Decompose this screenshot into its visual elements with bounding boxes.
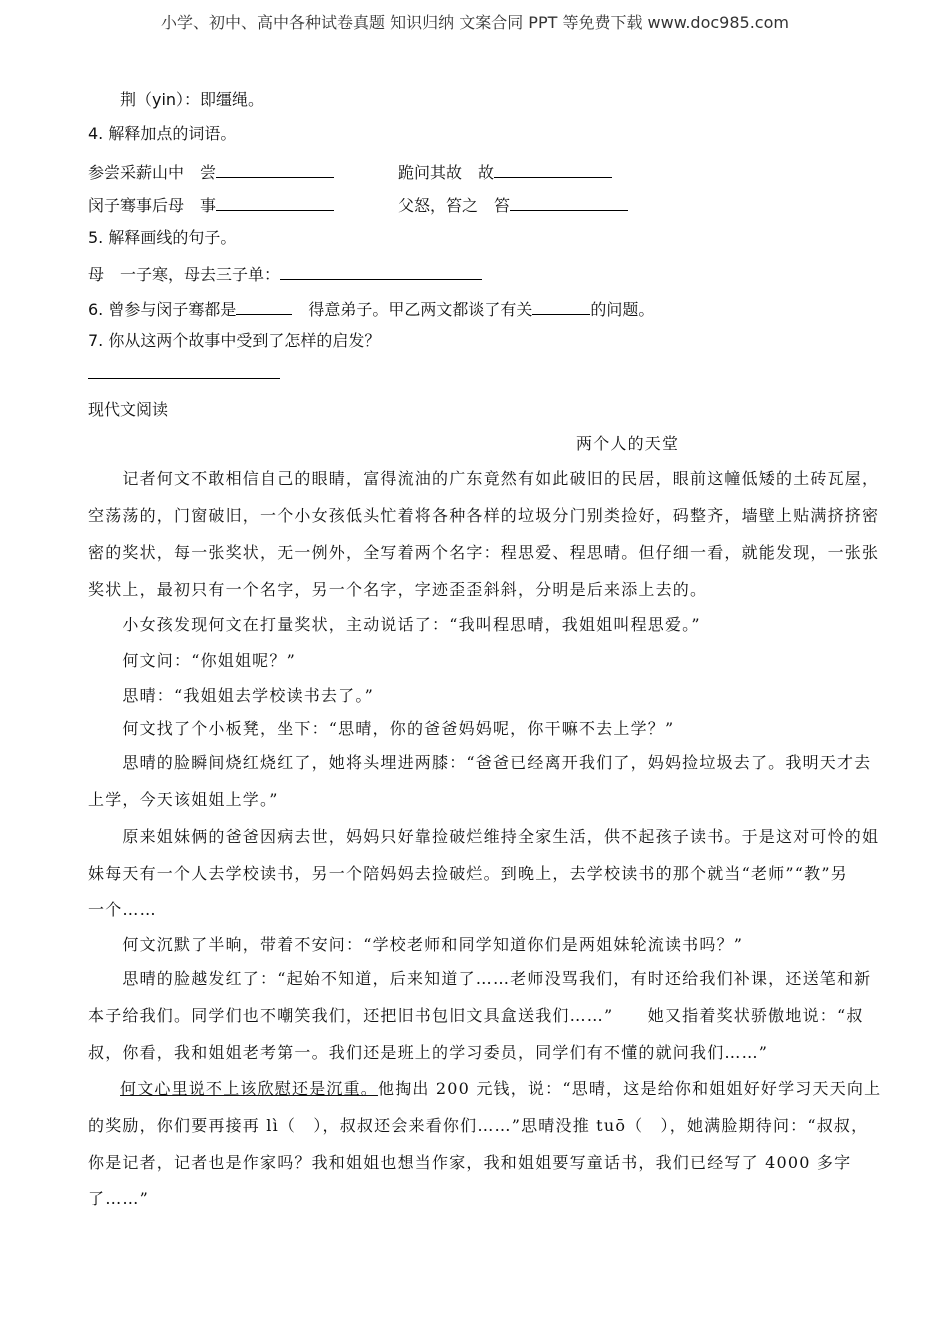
article-line: 本子给我们。同学们也不嘲笑我们，还把旧书包旧文具盒送我们……” 她又指着奖状骄傲地说：“叔	[88, 1006, 864, 1025]
answer-blank[interactable]	[236, 296, 292, 315]
article-line	[88, 1078, 881, 1100]
question-4-title: 4. 解释加点的词语。	[88, 124, 237, 143]
annotation-note: 荆（yin）：即缰绳。	[120, 90, 265, 109]
page-header: 小学、初中、高中各种试卷真题 知识归纳 文案合同 PPT 等免费下载 www.doc985.com	[161, 13, 789, 32]
question-4-item-2	[398, 159, 612, 184]
article-line: 何文找了个小板凳，坐下：“思晴，你的爸爸妈妈呢，你干嘛不去上学？”	[88, 719, 675, 738]
answer-blank[interactable]	[216, 159, 334, 178]
article-line: 妹每天有一个人去学校读书，另一个陪妈妈去捡破烂。到晚上，去学校读书的那个就当“老师”“教”另	[88, 864, 848, 883]
article-line: 你是记者，记者也是作家吗？我和姐姐也想当作家，我和姐姐要写童话书，我们已经写了 4000 多字	[88, 1153, 852, 1172]
answer-blank[interactable]	[280, 261, 482, 280]
question-4-item-3	[88, 192, 334, 217]
article-line: 何文问：“你姐姐呢？”	[88, 651, 296, 670]
question-4-item-3-text: 闵子骞事后母 事	[88, 196, 217, 215]
underlined-sentence: 何文心里说不上该欣慰还是沉重。	[120, 1079, 379, 1098]
article-line: 空荡荡的，门窗破旧，一个小女孩低头忙着将各种各样的垃圾分门别类捡好，码整齐，墙壁上贴满挤挤密	[88, 506, 880, 525]
article-line: 思晴：“我姐姐去学校读书去了。”	[88, 686, 374, 705]
article-line: 叔，你看，我和姐姐老考第一。我们还是班上的学习委员，同学们有不懂的就问我们……”	[88, 1043, 769, 1062]
question-6-part-1: 6. 曾参与闵子骞都是	[88, 300, 237, 319]
answer-blank[interactable]	[510, 192, 628, 211]
question-6-part-2: 得意弟子。甲乙两文都谈了有关	[292, 300, 533, 319]
question-6-part-3: 的问题。	[590, 300, 655, 319]
article-title: 两个人的天堂	[576, 434, 680, 453]
answer-blank[interactable]	[532, 296, 590, 315]
article-line: 密的奖状，每一张奖状，无一例外，全写着两个名字：程思爱、程思晴。但仔细一看，就能发现，一张张	[88, 543, 880, 562]
question-5-item-text: 母 一子寒，母去三子单：	[88, 265, 281, 284]
answer-blank[interactable]	[216, 192, 334, 211]
article-line: 上学，今天该姐姐上学。”	[88, 790, 279, 809]
question-4-item-4-text: 父怒，笞之 笞	[398, 196, 511, 215]
answer-line[interactable]	[88, 378, 280, 379]
question-7-title: 7. 你从这两个故事中受到了怎样的启发？	[88, 331, 381, 350]
article-line: 原来姐妹俩的爸爸因病去世，妈妈只好靠捡破烂维持全家生活，供不起孩子读书。于是这对可怜的姐	[88, 827, 880, 846]
article-line: 了……”	[88, 1189, 149, 1208]
question-5-item	[88, 261, 482, 286]
question-4-item-2-text: 跪问其故 故	[398, 163, 495, 182]
article-line: 一个……	[88, 900, 157, 919]
article-line-rest: 他掏出 200 元钱，说：“思晴，这是给你和姐姐好好学习天天向上	[378, 1079, 882, 1098]
article-line: 思晴的脸越发红了：“起始不知道，后来知道了……老师没骂我们，有时还给我们补课，还送笔和新	[88, 969, 872, 988]
question-4-item-1	[88, 159, 334, 184]
question-4-item-4	[398, 192, 628, 217]
question-5-title: 5. 解释画线的句子。	[88, 228, 237, 247]
article-line: 奖状上，最初只有一个名字，另一个名字，字迹歪歪斜斜，分明是后来添上去的。	[88, 580, 708, 599]
question-6	[88, 296, 654, 321]
question-4-item-1-text: 参尝采薪山中 尝	[88, 163, 217, 182]
article-line: 小女孩发现何文在打量奖状，主动说话了：“我叫程思晴，我姐姐叫程思爱。”	[88, 615, 701, 634]
section-title: 现代文阅读	[88, 400, 169, 419]
article-line: 的奖励，你们要再接再 lì（ ），叔叔还会来看你们……”思晴没推 tuō（ ），她满脸期待问：“叔叔，	[88, 1116, 869, 1135]
article-line: 何文沉默了半晌，带着不安问：“学校老师和同学知道你们是两姐妹轮流读书吗？”	[88, 935, 744, 954]
article-line: 记者何文不敢相信自己的眼睛，富得流油的广东竟然有如此破旧的民居，眼前这幢低矮的土砖瓦屋，	[88, 469, 880, 488]
article-line: 思晴的脸瞬间烧红烧红了，她将头埋进两膝：“爸爸已经离开我们了，妈妈捡垃圾去了。我明天才去	[88, 753, 872, 772]
answer-blank[interactable]	[494, 159, 612, 178]
